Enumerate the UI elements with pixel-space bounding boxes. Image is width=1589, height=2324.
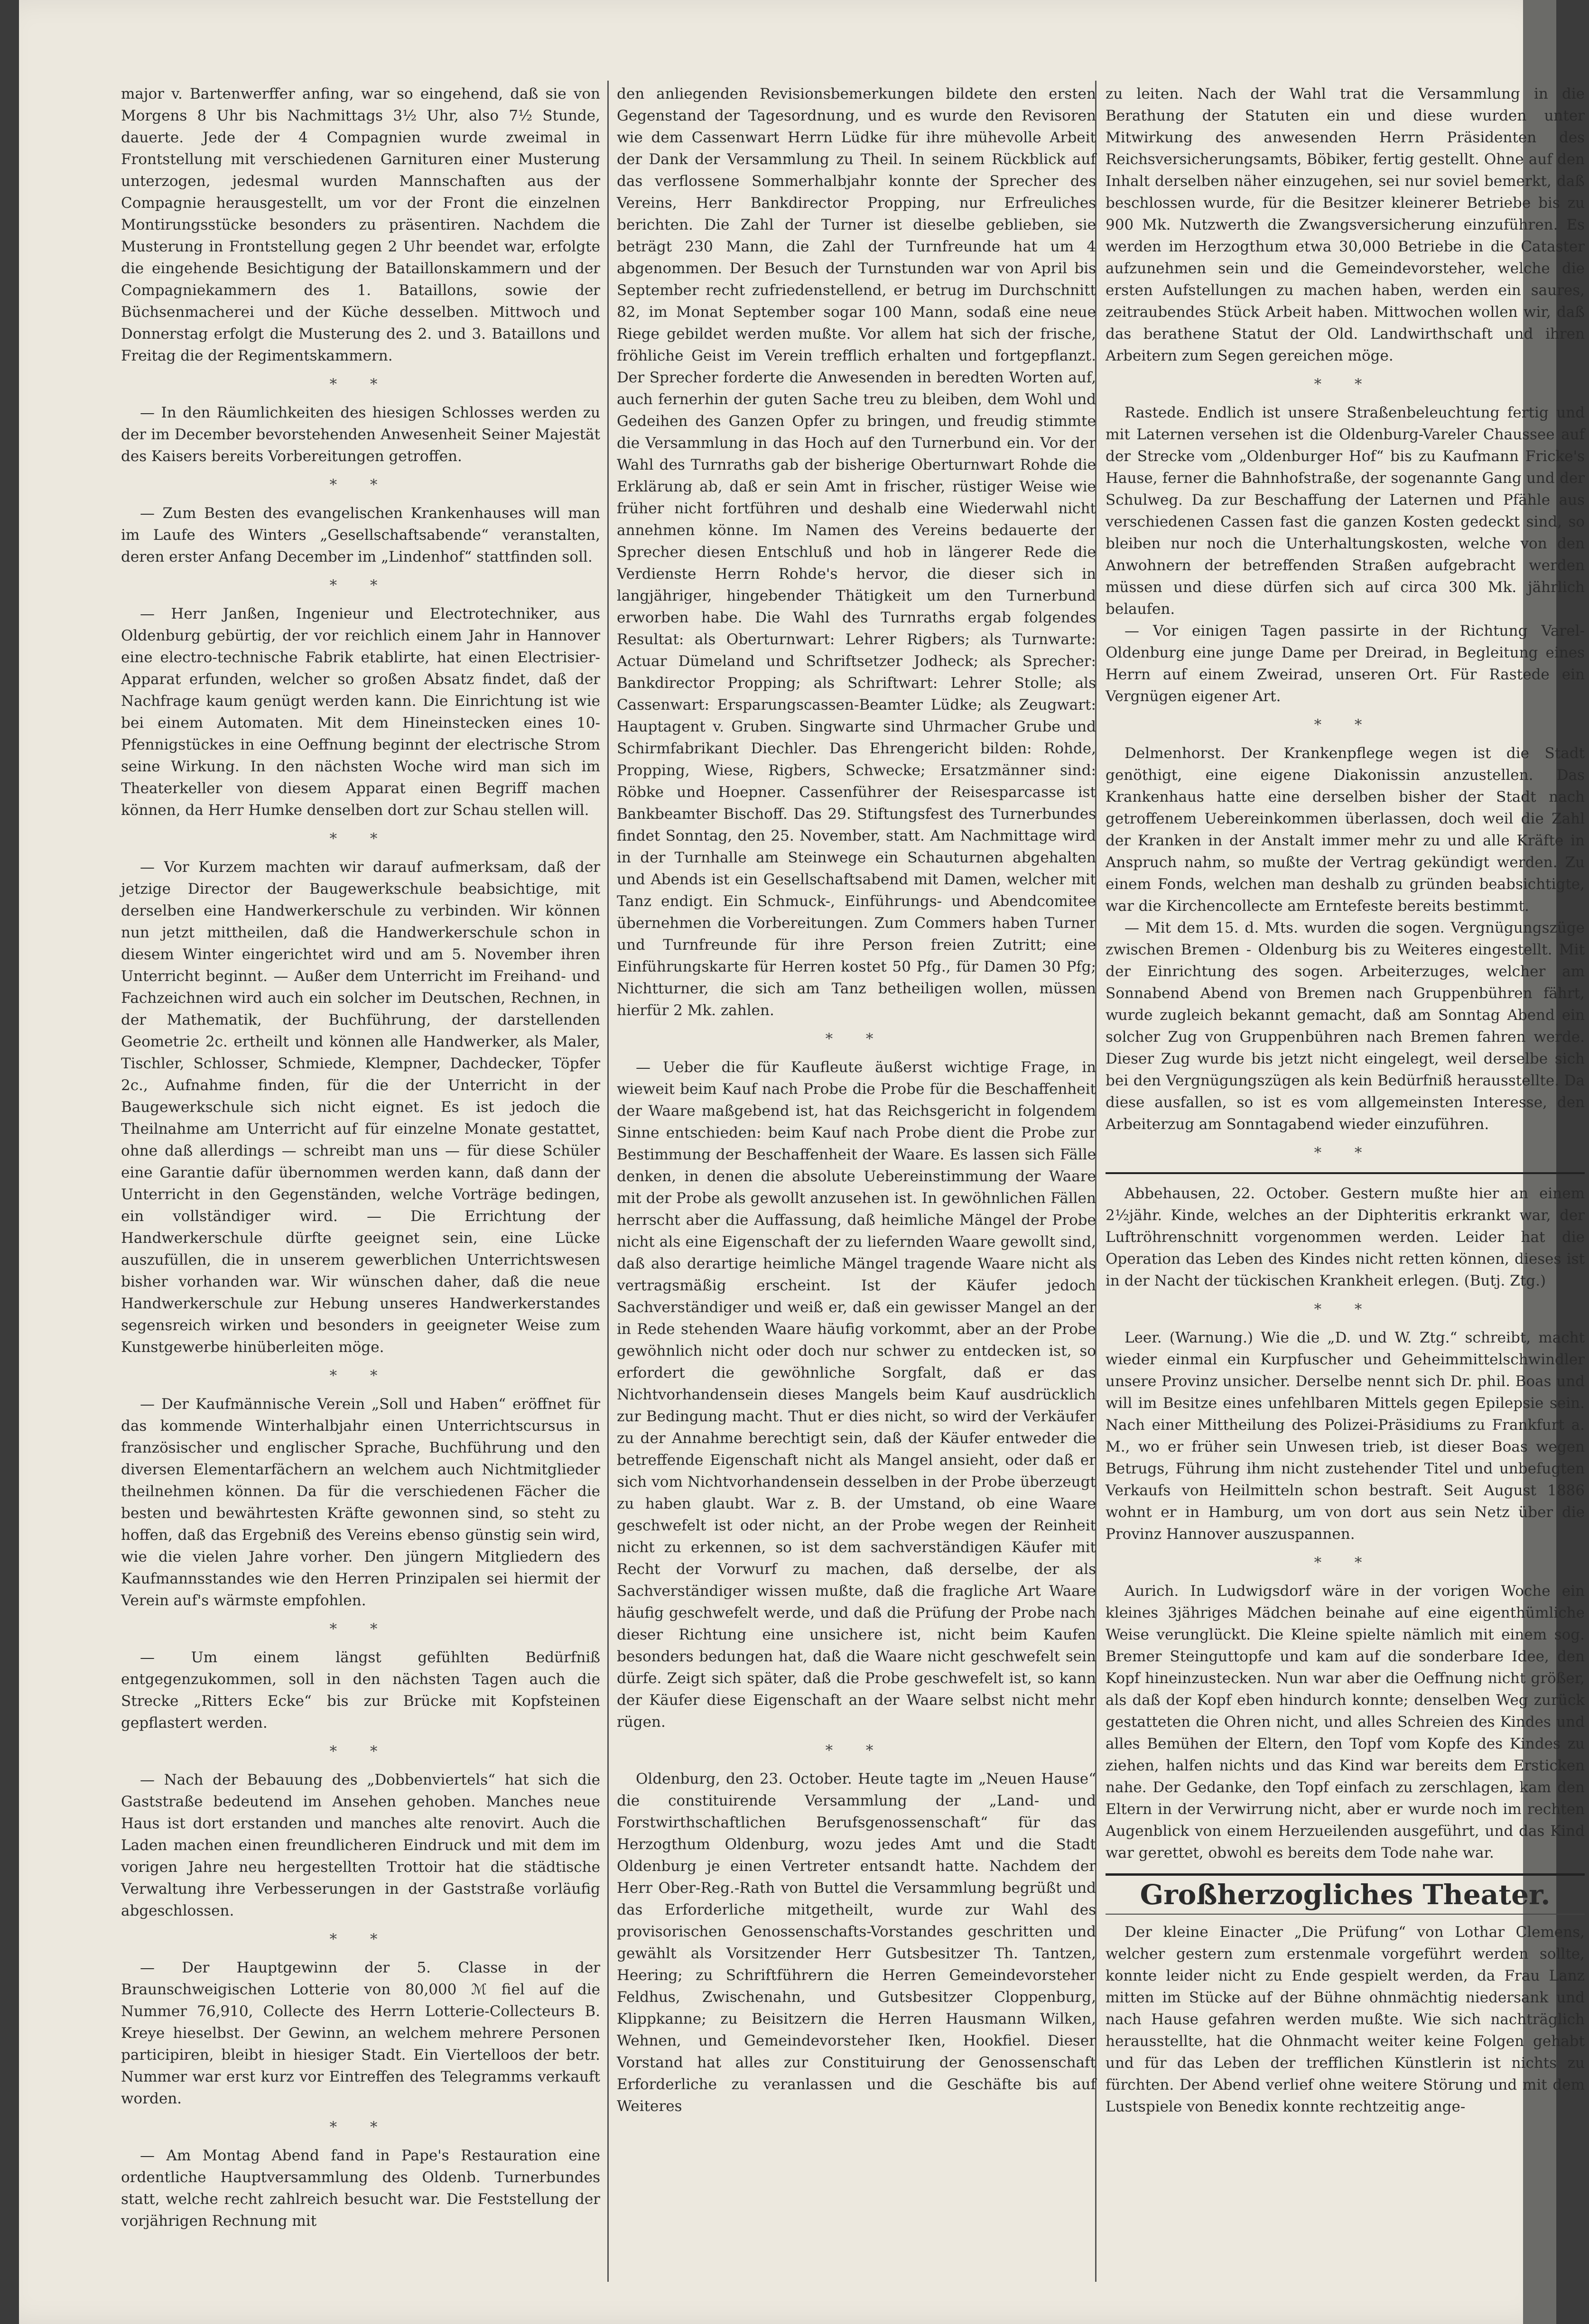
article-text: — Um einem längst gefühlten Bedürfniß entgegenzukommen, soll in den nächsten Tagen auch die Strecke „Ritters Ecke“ bis zur Brücke mit Kopfsteinen gepflastert werden.: [121, 1649, 600, 1731]
separator: * *: [1314, 1144, 1376, 1161]
column-3: [1106, 83, 1585, 2118]
article-text: major v. Bartenwerffer anfing, war so eingehend, daß sie von Morgens 8 Uhr bis Nachmittags 3½ Uhr, also 7½ Stunde, dauerte. Jede der 4 Compagnien wurde zweimal in Frontstellung mit verschiedenen Garnituren einer Musterung unterzogen, jedesmal wurden Mannschaften aus der Compagnie herausgestellt, um vor der Front die einzelnen Montirungsstücke besonders zu präsentiren. Nachdem die Musterung in Frontstellung gegen 2 Uhr beendet war, erfolgte die eingehende Besichtigung der Bataillonskammern und der Compagniekammern des 1. Bataillons, sowie der Büchsenmacherei und der Küche desselben. Mittwoch und Donnerstag erfolgt die Musterung des 2. und 3. Bataillons und Freitag die der Regimentskammern.: [121, 85, 600, 364]
article-text: — Der Kaufmännische Verein „Soll und Haben“ eröffnet für das kommende Winterhalbjahr einen Unterrichtscursus in französischer und englischer Sprache, Buchführung und den diversen Elementarfächern an welchem auch Nichtmitglieder theilnehmen können. Da für die verschiedenen Fächer die besten und bewährtesten Kräfte gewonnen sind, so steht zu hoffen, daß das Ergebniß des Vereins ebenso günstig sein wird, wie die vielen Jahre vorher. Den jüngern Mitgliedern des Kaufmannsstandes wie den Herren Prinzipalen sei hiermit der Verein auf's wärmste empfohlen.: [121, 1396, 600, 1609]
article-text: Leer. (Warnung.) Wie die „D. und W. Ztg.“ schreibt, macht wieder einmal ein Kurpfuscher und Geheimmittelschwindler unsere Provinz unsicher. Derselbe nennt sich Dr. phil. Boas und will im Besitze eines unfehlbaren Mittels gegen Epilepsie sein. Nach einer Mittheilung des Polizei-Präsidiums zu Frankfurt a. M., wo er früher sein Unwesen trieb, ist dieser Boas wegen Betrugs, Führung ihm nicht zustehender Titel und unbefugten Verkaufs von Heilmitteln schon bestraft. Seit August 1886 wohnt er in Hamburg, um von dort aus sein Netz über die Provinz Hannover auszuspannen.: [1106, 1329, 1585, 1543]
separator: * *: [825, 1030, 888, 1047]
separator: * *: [1314, 1554, 1376, 1571]
separator: * *: [329, 476, 392, 493]
article-text: Abbehausen, 22. October. Gestern mußte hier an einem 2½jähr. Kinde, welches an der Diphteritis erkrankt war, der Luftröhrenschnitt vorgenommen werden. Leider hat die Operation das Leben des Kindes nicht retten können, dieses ist in der Nacht der tückischen Krankheit erlegen. (Butj. Ztg.): [1106, 1185, 1585, 1289]
separator: * *: [329, 1367, 392, 1384]
article-text: — Mit dem 15. d. Mts. wurden die sogen. Vergnügungszüge zwischen Bremen - Oldenburg bis zu Weiteres eingestellt. Mit der Einrichtung des sogen. Arbeiterzuges, welcher am Sonnabend Abend von Bremen nach Gruppenbühren fährt, wurde zugleich bekannt gemacht, daß am Sonntag Abend ein solcher Zug von Gruppenbühren nach Bremen fahren werde. Dieser Zug wurde bis jetzt nicht eingelegt, weil derselbe sich bei den Vergnügungszügen als kein Bedürfniß herausstellte. Da diese ausfallen, so ist es vom allgemeinsten Interesse, den Arbeiterzug am Sonntagabend wieder einzuführen.: [1106, 919, 1585, 1133]
article-text: — Vor einigen Tagen passirte in der Richtung Varel-Oldenburg eine junge Dame per Dreirad, in Begleitung eines Herrn auf einem Zweirad, unseren Ort. Für Rastede ein Vergnügen eigener Art.: [1106, 622, 1585, 705]
column-2: [617, 83, 1096, 2117]
article-text: Oldenburg, den 23. October. Heute tagte im „Neuen Hause“ die constituirende Versammlung der „Land- und Forstwirthschaftlichen Berufsgenossenschaft“ für das Herzogthum Oldenburg, wozu jedes Amt und die Stadt Oldenburg je einen Vertreter entsandt hatte. Nachdem der Herr Ober-Reg.-Rath von Buttel die Versammlung begrüßt und das Erforderliche mitgetheilt, wurde zur Wahl des provisorischen Genossenschafts-Vorstandes geschritten und gewählt als Vorsitzender Herr Gutsbesitzer Th. Tantzen, Heering; zu Schriftführern die Herren Gemeindevorsteher Feldhus, Zwischenahn, und Gutsbesitzer Cloppenburg, Klippkanne; zu Beisitzern die Herren Hausmann Wilken, Wehnen, und Gemeindevorsteher Iken, Hookfiel. Dieser Vorstand hat alles zur Constituirung der Genossenschaft Erforderliche zu veranlassen und die Geschäfte bis auf Weiteres: [617, 1770, 1096, 2115]
separator: * *: [329, 577, 392, 594]
theater-heading: Großherzogliches Theater.: [1106, 1873, 1585, 1915]
newspaper-page: [19, 0, 1585, 2324]
separator: * *: [1314, 376, 1376, 393]
article-text: zu leiten. Nach der Wahl trat die Versammlung in die Berathung der Statuten ein und diese wurden unter Mitwirkung des anwesenden Herrn Präsidenten des Reichsversicherungsamts, Böbiker, fertig gestellt. Ohne auf den Inhalt derselben näher einzugehen, sei nur soviel bemerkt, daß beschlossen wurde, für die Besitzer kleinerer Betriebe bis zu 900 Mk. Nutzwerth die Zwangsversicherung einzuführen. Es werden im Herzogthum etwa 30,000 Betriebe in die Cataster aufzunehmen sein und die Gemeindevorsteher, welche die ersten Aufstellungen zu machen haben, werden ein saures, zeitraubendes Stück Arbeit haben. Mittwochen wollen wir, daß das berathene Statut der Old. Landwirthschaft und ihren Arbeitern zum Segen gereichen möge.: [1106, 85, 1585, 364]
article-text: — Nach der Bebauung des „Dobbenviertels“ hat sich die Gaststraße bedeutend im Ansehen gehoben. Manches neue Haus ist dort erstanden und manches alte renovirt. Auch die Laden machen einen freundlicheren Eindruck und mit dem im vorigen Jahre neu hergestellten Trottoir hat die städtische Verwaltung ihre Verbesserungen in der Gaststraße vorläufig abgeschlossen.: [121, 1771, 600, 1919]
article-text: — Herr Janßen, Ingenieur und Electrotechniker, aus Oldenburg gebürtig, der vor reichlich einem Jahr in Hannover eine electro-technische Fabrik etablirte, hat einen Electrisier-Apparat erfunden, welcher so großen Absatz findet, daß der Nachfrage kaum genügt werden kann. Die Einrichtung ist wie bei einem Automaten. Mit dem Hineinstecken eines 10-Pfennigstückes in eine Oeffnung beginnt der electrische Strom seine Wirkung. In den nächsten Woche wird man sich im Theaterkeller von diesem Apparat einen Begriff machen können, da Herr Humke denselben dort zur Schau stellen will.: [121, 605, 600, 819]
separator: * *: [329, 830, 392, 847]
separator: * *: [329, 376, 392, 393]
separator: * *: [1314, 716, 1376, 733]
column-1: [121, 83, 600, 2232]
article-text: — In den Räumlichkeiten des hiesigen Schlosses werden zu der im December bevorstehenden Anwesenheit Seiner Majestät des Kaisers bereits Vorbereitungen getroffen.: [121, 404, 600, 465]
article-text: Delmenhorst. Der Krankenpflege wegen ist die Stadt genöthigt, eine eigene Diakonissin anzustellen. Das Krankenhaus hatte eine derselben bisher der Stadt nach getroffenem Uebereinkommen überlassen, doch weil die Zahl der Kranken in der Anstalt immer mehr zu und alle Kräfte in Anspruch nahm, so mußte der Vertrag gekündigt werden. Zu einem Fonds, welchen man deshalb zu gründen beabsichtigte, war die Kirchencollecte am Erntefeste bereits bestimmt.: [1106, 745, 1585, 915]
separator: * *: [1314, 1301, 1376, 1318]
article-text: — Zum Besten des evangelischen Krankenhauses will man im Laufe des Winters „Gesellschaftsabende“ veranstalten, deren erster Anfang December im „Lindenhof“ stattfinden soll.: [121, 505, 600, 565]
separator: * *: [329, 2119, 392, 2136]
section-rule: [1106, 1172, 1585, 1174]
separator: * *: [825, 1742, 888, 1759]
article-text: — Der Hauptgewinn der 5. Classe in der Braunschweigischen Lotterie von 80,000 ℳ fiel auf die Nummer 76,910, Collecte des Herrn Lotterie-Collecteurs B. Kreye hieselbst. Der Gewinn, an welchem mehrere Personen participiren, bleibt in hiesiger Stadt. Ein Viertelloos der betr. Nummer war erst kurz vor Eintreffen des Telegramms verkauft worden.: [121, 1959, 600, 2107]
article-text: Der kleine Einacter „Die Prüfung“ von Lothar Clemens, welcher gestern zum erstenmale vorgeführt werden sollte, konnte leider nicht zu Ende gespielt werden, da Frau Lanz mitten im Stücke auf der Bühne ohnmächtig niedersank und nach Hause gefahren werden mußte. Wie sich nachträglich herausstellte, hat die Ohnmacht weiter keine Folgen gehabt und für das Leben der trefflichen Künstlerin ist nichts zu fürchten. Der Abend verlief ohne weitere Störung und mit dem Lustspiele von Benedix konnte rechtzeitig ange-: [1106, 1924, 1585, 2115]
article-text: — Am Montag Abend fand in Pape's Restauration eine ordentliche Hauptversammlung des Oldenb. Turnerbundes statt, welche recht zahlreich besucht war. Die Feststellung der vorjährigen Rechnung mit: [121, 2147, 600, 2230]
article-text: — Ueber die für Kaufleute äußerst wichtige Frage, in wieweit beim Kauf nach Probe die Probe für die Beschaffenheit der Waare maßgebend ist, hat das Reichsgericht in folgendem Sinne entschieden: beim Kauf nach Probe dient die Probe zur Bestimmung der Beschaffenheit der Waare. Es lassen sich Fälle denken, in denen die absolute Uebereinstimmung der Waare mit der Probe als gewollt anzusehen ist. In gewöhnlichen Fällen herrscht aber die Auffassung, daß heimliche Mängel der Probe nicht als eine Eigenschaft der zu liefernden Waare gewollt sind, daß also derartige heimliche Mängel tragende Waare nicht als vertragsmäßig erscheint. Ist der Käufer jedoch Sachverständiger und weiß er, daß ein gewisser Mangel an der in Rede stehenden Waare häufig vorkommt, aber an der Probe gewöhnlich nicht oder doch nur schwer zu entdecken ist, so erfordert die gewöhnliche Sorgfalt, daß er das Nichtvorhandensein dieses Mangels beim Kauf ausdrücklich zur Bedingung macht. Thut er dies nicht, so wird der Verkäufer zu der Annahme berechtigt sein, daß der Käufer entweder die betreffende Eigenschaft nicht als Mangel ansieht, oder daß er sich vom Nichtvorhandensein desselben in der Probe überzeugt zu haben glaubt. War z. B. der Umstand, ob eine Waare geschwefelt ist oder nicht, an der Probe wegen der Reinheit nicht zu erkennen, so ist dem sachverständigen Käufer mit Recht der Vorwurf zu machen, daß derselbe, der als Sachverständiger wissen mußte, daß die fragliche Art Waare häufig geschwefelt werde, und daß die Prüfung der Probe nach dieser Richtung eine unsichere ist, nicht beim Kaufen besonders bedungen hat, daß die Waare nicht geschwefelt sein dürfe. Zeigt sich später, daß die Probe geschwefelt ist, so kann der Käufer diese Eigenschaft an der Waare selbst nicht mehr rügen.: [617, 1059, 1096, 1731]
article-text: — Vor Kurzem machten wir darauf aufmerksam, daß der jetzige Director der Baugewerkschule beabsichtige, mit derselben eine Handwerkerschule zu verbinden. Wir können nun jetzt mittheilen, daß die Handwerkerschule schon in diesem Winter eingerichtet wird und am 5. November ihren Unterricht beginnt. — Außer dem Unterricht im Freihand- und Fachzeichnen wird auch ein solcher im Deutschen, Rechnen, in der Mathematik, der Buchführung, der darstellenden Geometrie 2c. ertheilt und können alle Handwerker, als Maler, Tischler, Schlosser, Schmiede, Klempner, Dachdecker, Töpfer 2c., Aufnahme finden, für die der Unterricht in der Baugewerkschule sich nicht eignet. Es ist jedoch die Theilnahme am Unterricht auf für einzelne Monate gestattet, ohne daß allerdings — schreibt man uns — für diese Schüler eine Garantie dafür übernommen werden kann, daß dann der Unterricht in den Gegenständen, welche Vorträge bedingen, ein vollständiger wird. — Die Errichtung der Handwerkerschule dürfte geeignet sein, eine Lücke auszufüllen, die in unserem gewerblichen Unterrichtswesen bisher vorhanden war. Wir wünschen daher, daß die neue Handwerkerschule zur Hebung unseres Handwerkerstandes segensreich wirken und besonders in geeigneter Weise zum Kunstgewerbe hinüberleiten möge.: [121, 859, 600, 1356]
separator: * *: [329, 1931, 392, 1948]
separator: * *: [329, 1620, 392, 1638]
article-text: Rastede. Endlich ist unsere Straßenbeleuchtung fertig und mit Laternen versehen ist die Oldenburg-Vareler Chaussee auf der Strecke vom „Oldenburger Hof“ bis zu Kaufmann Fricke's Hause, ferner die Bahnhofstraße, der sogenannte Gang und der Schulweg. Da zur Beschaffung der Laternen und Pfähle aus verschiedenen Cassen fast die ganzen Kosten gedeckt sind, so bleiben nur noch die Unterhaltungskosten, welche von den Anwohnern der betreffenden Straßen aufgebracht werden müssen und diese dürfen sich auf circa 300 Mk. jährlich belaufen.: [1106, 404, 1585, 618]
separator: * *: [329, 1743, 392, 1760]
article-text: Aurich. In Ludwigsdorf wäre in der vorigen Woche ein kleines 3jähriges Mädchen beinahe auf eine eigenthümliche Weise verunglückt. Die Kleine spielte nämlich mit einem sog. Bremer Steinguttopfe und kam auf die sonderbare Idee, den Kopf hineinzustecken. Nun war aber die Oeffnung nicht größer, als daß der Kopf eben hindurch konnte; denselben Weg zurück gestatteten die Ohren nicht, und alles Schreien des Kindes und alles Bemühen der Eltern, den Topf vom Kopfe des Kindes zu ziehen, halfen nichts und das Kind war bereits dem Ersticken nahe. Der Gedanke, den Topf einfach zu zerschlagen, kam den Eltern in der Verwirrung nicht, aber er wurde noch im rechten Augenblick von einem Herzueilenden ausgeführt, und das Kind war gerettet, obwohl es bereits dem Tode nahe war.: [1106, 1583, 1585, 1861]
article-text: den anliegenden Revisionsbemerkungen bildete den ersten Gegenstand der Tagesordnung, und es wurde den Revisoren wie dem Cassenwart Herrn Lüdke für ihre mühevolle Arbeit der Dank der Versammlung zu Theil. In seinem Rückblick auf das verflossene Sommerhalbjahr konnte der Sprecher des Vereins, Herr Bankdirector Propping, nur Erfreuliches berichten. Die Zahl der Turner ist dieselbe geblieben, sie beträgt 230 Mann, die Zahl der Turnfreunde hat um 4 abgenommen. Der Besuch der Turnstunden war von April bis September recht zufriedenstellend, er betrug im Durchschnitt 82, im Monat September sogar 100 Mann, sodaß eine neue Riege gebildet werden mußte. Vor allem hat sich der frische, fröhliche Geist im Verein trefflich erhalten und fortgepflanzt. Der Sprecher forderte die Anwesenden in beredten Worten auf, auch fernerhin der guten Sache treu zu bleiben, dem Wohl und Gedeihen des Ganzen Opfer zu bringen, und freudig stimmte die Versammlung in das Hoch auf den Turnerbund ein. Vor der Wahl des Turnraths gab der bisherige Oberturnwart Rohde die Erklärung ab, daß er sein Amt in frischer, rüstiger Weise wie früher nicht fortführen und deshalb eine Wiederwahl nicht annehmen könne. Im Namen des Vereins bedauerte der Sprecher diesen Entschluß und hob in längerer Rede die Verdienste Herrn Rohde's hervor, die dieser sich in langjähriger, hingebender Thätigkeit um den Turnerbund erworben habe. Die Wahl des Turnraths ergab folgendes Resultat: als Oberturnwart: Lehrer Rigbers; als Turnwarte: Actuar Dümeland und Schriftsetzer Jodheck; als Sprecher: Bankdirector Propping; als Schriftwart: Lehrer Stolle; als Cassenwart: Ersparungscassen-Beamter Lüdke; als Zeugwart: Hauptagent v. Gruben. Singwarte sind Uhrmacher Grube und Schirmfabrikant Diechler. Das Ehrengericht bilden: Rohde, Propping, Wiese, Rigbers, Schwecke; Ersatzmänner sind: Röbke und Hoepner. Cassenführer der Reisesparcasse ist Bankbeamter Bischoff. Das 29. Stiftungsfest des Turnerbundes findet Sonntag, den 25. November, statt. Am Nachmittage wird in der Turnhalle am Steinwege ein Schauturnen abgehalten und Abends ist ein Gesellschaftsabend mit Damen, welcher mit Tanz endigt. Ein Schmuck-, Einführungs- und Abendcomitee übernehmen die Vorbereitungen. Zum Commers haben Turner und Turnfreunde für ihre Person freien Zutritt; eine Einführungskarte für Herren kostet 50 Pfg., für Damen 30 Pfg; Nichtturner, die sich am Tanz betheiligen wollen, müssen hierfür 2 Mk. zahlen.: [617, 85, 1096, 1019]
column-divider: [607, 81, 609, 2282]
